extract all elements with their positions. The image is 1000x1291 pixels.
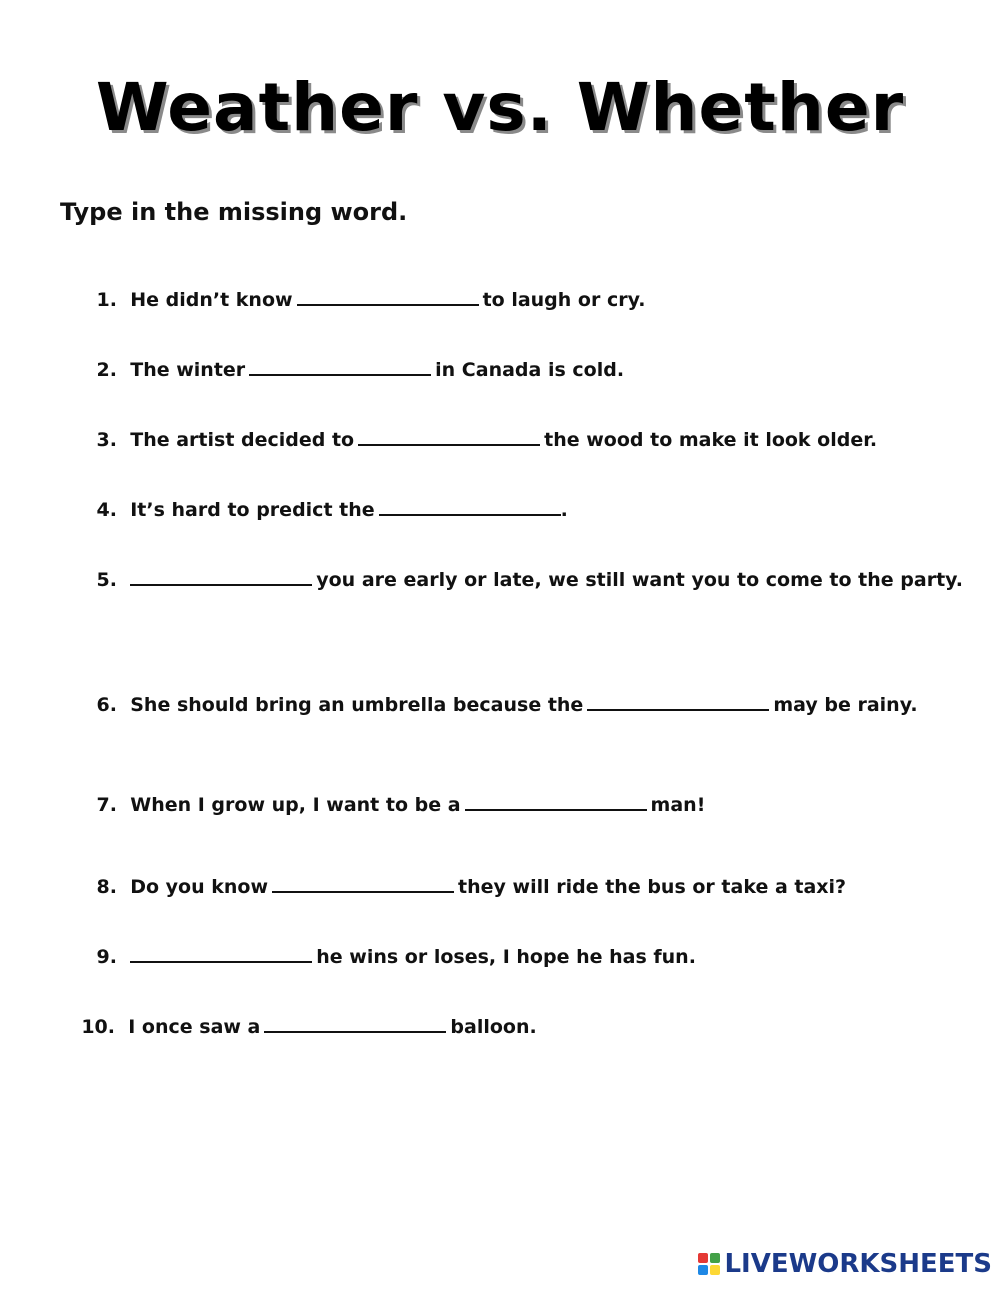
logo-square xyxy=(698,1253,708,1263)
answer-blank-10[interactable] xyxy=(264,1009,446,1033)
logo-square xyxy=(710,1265,720,1275)
question-text-before: When I grow up, I want to be a xyxy=(130,794,461,816)
question-3 xyxy=(84,419,964,461)
question-number: 5. xyxy=(96,569,117,591)
question-8 xyxy=(84,866,964,908)
liveworksheets-logo-text: LIVEWORKSHEETS xyxy=(724,1249,992,1279)
liveworksheets-logo-icon xyxy=(698,1253,720,1275)
question-number: 4. xyxy=(96,499,117,521)
question-text-before: He didn’t know xyxy=(130,289,293,311)
question-text-before: She should bring an umbrella because the xyxy=(130,694,584,716)
question-text-before: Do you know xyxy=(130,876,269,898)
question-1 xyxy=(84,279,964,321)
question-7 xyxy=(84,784,964,826)
question-text-after: man! xyxy=(650,794,706,816)
answer-blank-4[interactable] xyxy=(379,492,561,516)
question-text-after: he wins or loses, I hope he has fun. xyxy=(316,946,696,968)
question-5 xyxy=(84,559,964,601)
question-number: 3. xyxy=(96,429,117,451)
question-text-after: balloon. xyxy=(450,1016,537,1038)
question-9 xyxy=(84,936,964,978)
answer-blank-3[interactable] xyxy=(358,422,540,446)
question-text-before: It’s hard to predict the xyxy=(130,499,375,521)
question-2 xyxy=(84,349,964,391)
logo-square xyxy=(710,1253,720,1263)
question-text-after: in Canada is cold. xyxy=(435,359,625,381)
question-number: 7. xyxy=(96,794,117,816)
answer-blank-9[interactable] xyxy=(130,939,312,963)
question-text-after: . xyxy=(560,499,568,521)
answer-blank-7[interactable] xyxy=(465,787,647,811)
question-text-after: you are early or late, we still want you to come to the party. xyxy=(316,569,964,591)
question-number: 9. xyxy=(96,946,117,968)
question-number: 1. xyxy=(96,289,117,311)
question-4 xyxy=(84,489,964,531)
answer-blank-6[interactable] xyxy=(587,687,769,711)
worksheet-title: Weather vs. Whether xyxy=(95,69,905,146)
question-number: 10. xyxy=(81,1016,115,1038)
answer-blank-2[interactable] xyxy=(249,352,431,376)
answer-blank-8[interactable] xyxy=(272,869,454,893)
answer-blank-1[interactable] xyxy=(297,282,479,306)
question-number: 8. xyxy=(96,876,117,898)
liveworksheets-logo[interactable] xyxy=(698,1249,992,1279)
logo-square xyxy=(698,1265,708,1275)
question-number: 2. xyxy=(96,359,117,381)
question-text-before: The artist decided to xyxy=(130,429,355,451)
question-6 xyxy=(84,684,964,726)
question-text-before: The winter xyxy=(130,359,246,381)
answer-blank-5[interactable] xyxy=(130,562,312,586)
question-text-after: to laugh or cry. xyxy=(482,289,646,311)
question-text-after: the wood to make it look older. xyxy=(544,429,878,451)
question-text-after: they will ride the bus or take a taxi? xyxy=(458,876,847,898)
instructions: Type in the missing word. xyxy=(60,198,408,226)
question-text-before: I once saw a xyxy=(128,1016,261,1038)
question-text-after: may be rainy. xyxy=(773,694,918,716)
question-10 xyxy=(78,1006,958,1048)
question-number: 6. xyxy=(96,694,117,716)
